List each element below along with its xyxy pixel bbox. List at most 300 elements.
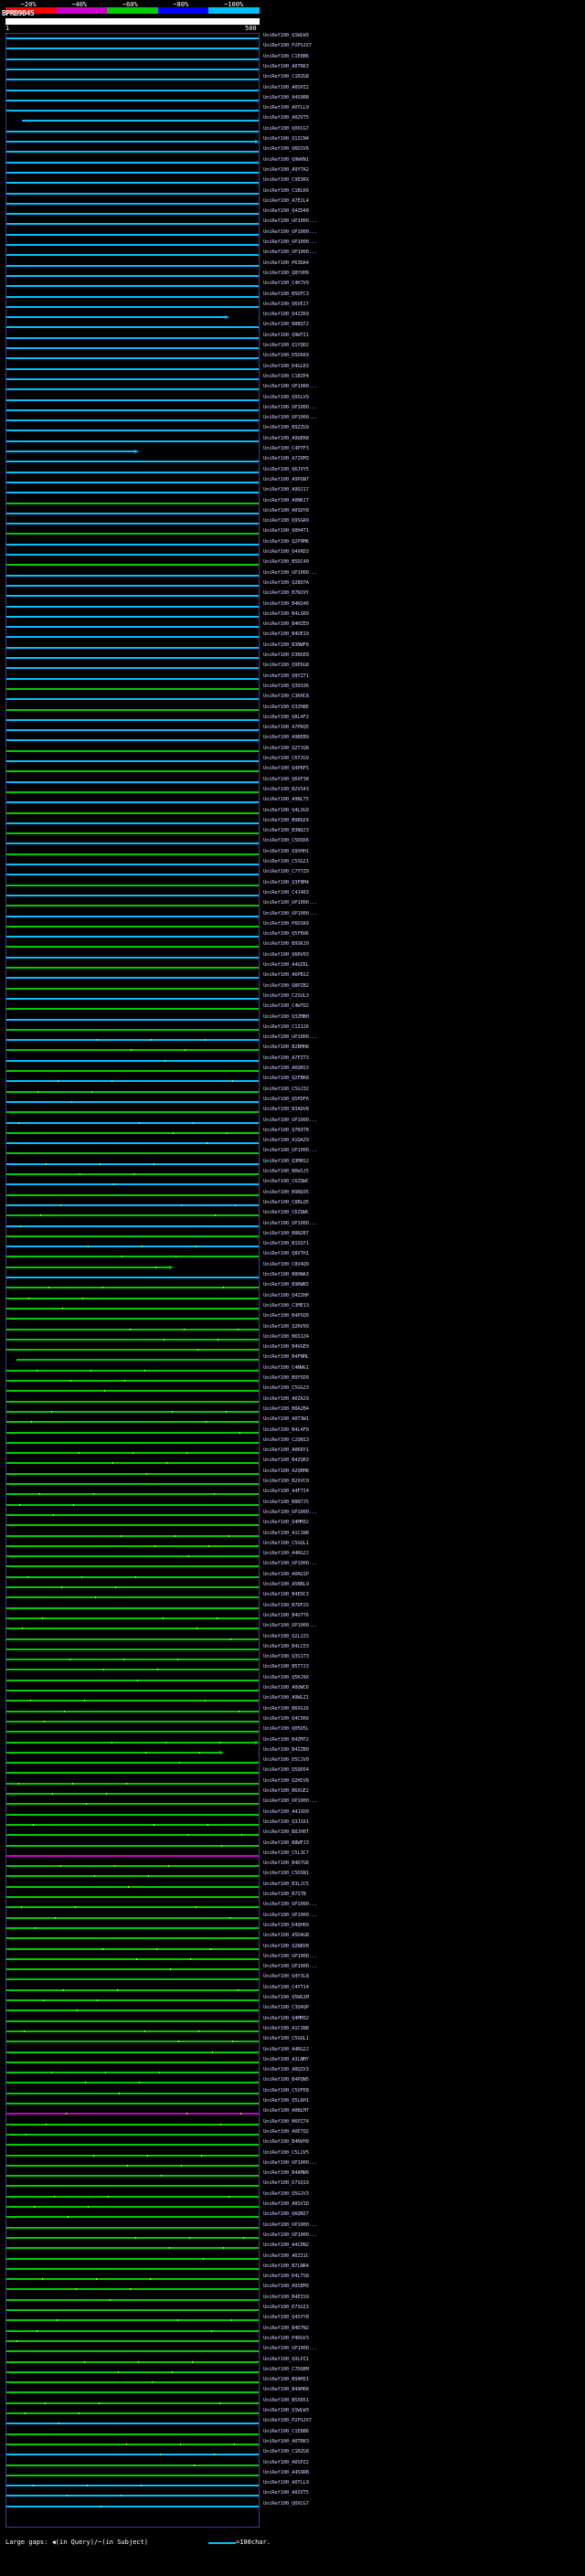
hit-row[interactable] — [6, 1461, 259, 1465]
accession-link[interactable]: UniRef100_A7E2L4 — [263, 197, 309, 204]
hit-row[interactable] — [6, 904, 259, 907]
accession-link[interactable]: UniRef100_UP1000... — [263, 1953, 318, 1959]
hit-row[interactable] — [6, 408, 259, 412]
accession-link[interactable]: UniRef100_Q9E6G8 — [263, 663, 309, 669]
accession-link[interactable]: UniRef100_Q9LPZ1 — [263, 2356, 309, 2362]
hit-row[interactable] — [6, 1431, 259, 1435]
hit-row[interactable] — [6, 202, 259, 206]
accession-link[interactable]: UniRef100_A0AQ1P — [263, 1571, 309, 1577]
accession-link[interactable]: UniRef100_B6XGE2 — [263, 1788, 309, 1794]
accession-link[interactable]: UniRef100_Q5WG1M — [263, 1995, 309, 2000]
hit-row[interactable] — [6, 2061, 259, 2064]
accession-link[interactable]: UniRef100_C4W7D2 — [263, 1003, 309, 1010]
hit-row[interactable] — [6, 1751, 259, 1754]
hit-row[interactable] — [6, 1328, 259, 1331]
hit-row[interactable] — [6, 2071, 259, 2074]
accession-link[interactable]: UniRef100_B3NQJ3 — [263, 828, 309, 834]
hit-row[interactable] — [6, 2277, 259, 2281]
hit-row[interactable] — [6, 666, 259, 670]
accession-link[interactable]: UniRef100_Q6RV03 — [263, 951, 309, 958]
accession-link[interactable]: UniRef100_A4S9RB — [263, 2469, 309, 2475]
hit-row[interactable] — [6, 336, 259, 340]
hit-row[interactable] — [6, 171, 259, 175]
accession-link[interactable]: UniRef100_C4J4R3 — [263, 889, 309, 896]
accession-link[interactable]: UniRef100_Q1WLW3 — [263, 33, 309, 38]
accession-link[interactable]: UniRef100_Q4MM32 — [263, 1520, 309, 1526]
accession-link[interactable]: UniRef100_UP1000... — [263, 1034, 318, 1041]
hit-row[interactable] — [6, 625, 259, 629]
accession-link[interactable]: UniRef100_B4EIS9 — [263, 2294, 309, 2300]
accession-link[interactable]: UniRef100_C1BZP4 — [263, 373, 309, 379]
accession-link[interactable]: UniRef100_P2PSJX7 — [263, 2418, 312, 2424]
accession-link[interactable]: UniRef100_C2QN13 — [263, 1436, 309, 1443]
hit-row[interactable] — [6, 2030, 259, 2033]
hit-row[interactable] — [6, 1400, 259, 1404]
accession-link[interactable]: UniRef100_D3ZH8E — [263, 704, 309, 710]
accession-link[interactable]: UniRef100_B4IZB0 — [263, 1746, 309, 1753]
hit-row[interactable] — [6, 2308, 259, 2312]
hit-row[interactable] — [6, 315, 259, 319]
accession-link[interactable]: UniRef100_A0E7Q2 — [263, 2128, 309, 2135]
accession-link[interactable]: UniRef100_A1QAZ9 — [263, 1138, 309, 1144]
accession-link[interactable]: UniRef100_Q9WTI1 — [263, 332, 309, 338]
hit-row[interactable] — [6, 1369, 259, 1373]
accession-link[interactable]: UniRef100_Q2BO7A — [263, 579, 309, 586]
accession-link[interactable]: UniRef100_B7LNR4 — [263, 2263, 309, 2269]
hit-row[interactable] — [6, 1131, 259, 1135]
hit-row[interactable] — [6, 1648, 259, 1651]
hit-row[interactable] — [6, 2474, 259, 2477]
accession-link[interactable]: UniRef100_UP1000... — [263, 1220, 318, 1226]
accession-link[interactable]: UniRef100_UP1000... — [263, 2221, 318, 2228]
hit-row[interactable] — [6, 677, 259, 681]
accession-link[interactable]: UniRef100_Q8PZB2 — [263, 982, 309, 989]
hit-row[interactable] — [6, 1638, 259, 1641]
accession-link[interactable]: UniRef100_C6ZQWC — [263, 1210, 309, 1216]
hit-row[interactable] — [6, 915, 259, 918]
hit-row[interactable] — [6, 718, 259, 722]
accession-link[interactable]: UniRef100_UP1000... — [263, 1798, 318, 1805]
hit-row[interactable] — [6, 1823, 259, 1827]
accession-link[interactable]: UniRef100_P63DA4 — [263, 260, 309, 266]
hit-row[interactable] — [6, 945, 259, 949]
accession-link[interactable]: UniRef100_Q4C5K6 — [263, 1715, 309, 1722]
hit-row[interactable] — [6, 398, 259, 402]
accession-link[interactable]: UniRef100_UP1000... — [263, 228, 318, 235]
hit-row[interactable] — [6, 2226, 259, 2230]
accession-link[interactable]: UniRef100_A0ZVT5 — [263, 2490, 309, 2496]
hit-row[interactable] — [6, 150, 259, 154]
hit-row[interactable] — [6, 522, 259, 525]
accession-link[interactable]: UniRef100_C5SG21 — [263, 859, 309, 864]
accession-link[interactable]: UniRef100_C5GQL1 — [263, 1540, 309, 1546]
hit-row[interactable] — [6, 264, 259, 268]
hit-row[interactable] — [6, 1585, 259, 1589]
hit-row[interactable] — [6, 1710, 259, 1713]
accession-link[interactable]: UniRef100_Q2FBK8 — [263, 1076, 309, 1082]
accession-link[interactable]: UniRef100_B4EDC3 — [263, 1592, 309, 1598]
hit-row[interactable] — [6, 1266, 259, 1269]
hit-row[interactable] — [6, 1792, 259, 1796]
accession-link[interactable]: UniRef100_A0SPZ2 — [263, 84, 309, 90]
hit-row[interactable] — [6, 1451, 259, 1455]
accession-link[interactable]: UniRef100_A9NLT5 — [263, 797, 309, 803]
accession-link[interactable]: UniRef100_UP1000... — [263, 2346, 318, 2352]
hit-row[interactable] — [6, 346, 259, 350]
hit-row[interactable] — [6, 429, 259, 432]
hit-row[interactable] — [6, 2349, 259, 2353]
accession-link[interactable]: UniRef100_Q8L4F2 — [263, 714, 309, 720]
hit-row[interactable] — [6, 1121, 259, 1125]
hit-row[interactable] — [6, 2019, 259, 2023]
hit-row[interactable] — [6, 1513, 259, 1517]
accession-link[interactable]: UniRef100_B9ZZG9 — [263, 425, 309, 431]
accession-link[interactable]: UniRef100_C6ZQWC — [263, 1179, 309, 1185]
accession-link[interactable]: UniRef100_C1E8B6 — [263, 53, 309, 59]
accession-link[interactable]: UniRef100_P6D3A9 — [263, 920, 309, 927]
accession-link[interactable]: UniRef100_Q3ZMBH — [263, 1013, 309, 1020]
accession-link[interactable]: UniRef100_C5GG23 — [263, 1385, 309, 1392]
accession-link[interactable]: UniRef100_Q6JVY5 — [263, 466, 309, 472]
hit-row[interactable] — [6, 553, 259, 557]
accession-link[interactable]: UniRef100_B2BMH8 — [263, 1044, 309, 1051]
accession-link[interactable]: UniRef100_UP1000... — [263, 404, 318, 410]
accession-link[interactable]: UniRef100_A0SPZ2 — [263, 2459, 309, 2465]
hit-row[interactable] — [6, 574, 259, 578]
accession-link[interactable]: UniRef100_B4UE19 — [263, 631, 309, 638]
hit-row[interactable] — [6, 181, 259, 185]
accession-link[interactable]: UniRef100_Q2P9M6 — [263, 538, 309, 545]
accession-link[interactable]: UniRef100_B9Y5D9 — [263, 1375, 309, 1381]
accession-link[interactable]: UniRef100_B4D7G6 — [263, 1860, 309, 1867]
hit-row[interactable] — [6, 1410, 259, 1414]
accession-link[interactable]: UniRef100_UP1000... — [263, 1623, 318, 1629]
hit-row[interactable] — [6, 1214, 259, 1217]
accession-link[interactable]: UniRef100_C9E3RX — [263, 177, 309, 184]
hit-row[interactable] — [6, 1523, 259, 1527]
accession-link[interactable]: UniRef100_C3KHC8 — [263, 694, 309, 700]
accession-link[interactable]: UniRef100_B2VS43 — [263, 786, 309, 792]
accession-link[interactable]: UniRef100_B4NVH9 — [263, 2139, 309, 2146]
hit-row[interactable] — [6, 759, 259, 763]
accession-link[interactable]: UniRef100_A6QRS3 — [263, 1065, 309, 1071]
hit-rows-panel[interactable] — [5, 33, 260, 2528]
accession-link[interactable]: UniRef100_UP1000... — [263, 1148, 318, 1154]
hit-row[interactable] — [6, 873, 259, 876]
hit-row[interactable] — [6, 1276, 259, 1279]
hit-row[interactable] — [6, 2164, 259, 2168]
hit-row[interactable] — [6, 1100, 259, 1104]
hit-row[interactable] — [6, 2257, 259, 2261]
accession-link[interactable]: UniRef100_Q3S1T3 — [263, 1654, 309, 1660]
accession-link[interactable]: UniRef100_C1BLK6 — [263, 187, 309, 194]
hit-row[interactable] — [6, 1741, 259, 1744]
accession-link[interactable]: UniRef100_A1C1N8 — [263, 1530, 309, 1536]
hit-row[interactable] — [6, 997, 259, 1001]
accession-link[interactable]: UniRef100_Q4MM32 — [263, 2015, 309, 2021]
accession-link[interactable]: UniRef100_B7STB — [263, 1892, 306, 1897]
hit-row[interactable] — [6, 471, 259, 474]
accession-link[interactable]: UniRef100_A7FZT3 — [263, 1055, 309, 1061]
hit-row[interactable] — [6, 222, 259, 226]
accession-link[interactable]: UniRef100_A8SV1D — [263, 2201, 309, 2207]
hit-row[interactable] — [6, 2360, 259, 2364]
accession-link[interactable]: UniRef100_Q5PDF6 — [263, 1096, 309, 1102]
hit-row[interactable] — [6, 1090, 259, 1094]
accession-link[interactable]: UniRef100_B7NJ9Y — [263, 590, 309, 597]
accession-link[interactable]: UniRef100_B4L4F8 — [263, 1426, 309, 1433]
accession-link[interactable]: UniRef100_A0UWC6 — [263, 1685, 309, 1691]
hit-row[interactable] — [6, 502, 259, 505]
hit-row[interactable] — [6, 295, 259, 299]
hit-row[interactable] — [6, 1255, 259, 1258]
accession-link[interactable]: UniRef100_UP1000... — [263, 1912, 318, 1918]
hit-row[interactable] — [6, 377, 259, 381]
hit-row[interactable] — [6, 1110, 259, 1114]
accession-link[interactable]: UniRef100_A0TLL9 — [263, 2480, 309, 2486]
accession-link[interactable]: UniRef100_A4S9RB — [263, 94, 309, 101]
hit-row[interactable] — [6, 853, 259, 856]
hit-row[interactable] — [6, 2236, 259, 2240]
accession-link[interactable]: UniRef100_B8HNA3 — [263, 1272, 309, 1277]
hit-row[interactable] — [6, 1554, 259, 1558]
hit-row[interactable] — [6, 1874, 259, 1878]
accession-link[interactable]: UniRef100_A7ZXM3 — [263, 456, 309, 462]
hit-row[interactable] — [6, 563, 259, 567]
accession-link[interactable]: UniRef100_Q2HCV8 — [263, 1777, 309, 1784]
accession-link[interactable]: UniRef100_Q6XF38 — [263, 776, 309, 782]
hit-row[interactable] — [6, 1079, 259, 1083]
accession-link[interactable]: UniRef100_UP1000... — [263, 239, 318, 245]
accession-link[interactable]: UniRef100_Q2N8V8 — [263, 1943, 309, 1949]
hit-row[interactable] — [6, 2133, 259, 2136]
accession-link[interactable]: UniRef100_B4AMW9 — [263, 2170, 309, 2177]
hit-row[interactable] — [6, 2484, 259, 2487]
hit-row[interactable] — [6, 1575, 259, 1579]
hit-row[interactable] — [6, 2009, 259, 2012]
accession-link[interactable]: UniRef100_B7DF2S — [263, 1602, 309, 1608]
accession-link[interactable]: UniRef100_B8N7J5 — [263, 1499, 309, 1505]
accession-link[interactable]: UniRef100_B4LSR9 — [263, 610, 309, 617]
hit-row[interactable] — [6, 2092, 259, 2095]
hit-row[interactable] — [6, 1926, 259, 1930]
hit-row[interactable] — [6, 2184, 259, 2188]
accession-link[interactable]: UniRef100_Q1ICN4 — [263, 136, 309, 142]
accession-link[interactable]: UniRef100_Q2L22S — [263, 1633, 309, 1639]
accession-link[interactable]: UniRef100_Q1WLW3 — [263, 2408, 309, 2413]
hit-row[interactable] — [6, 1482, 259, 1486]
accession-link[interactable]: UniRef100_B5DC40 — [263, 559, 309, 566]
hit-row[interactable] — [6, 356, 259, 360]
accession-link[interactable]: UniRef100_C7DQ8M — [263, 2366, 309, 2372]
accession-link[interactable]: UniRef100_P2PSJX7 — [263, 43, 312, 49]
accession-link[interactable]: UniRef100_Q9SLV9 — [263, 394, 309, 400]
accession-link[interactable]: UniRef100_UP1000... — [263, 569, 318, 576]
accession-link[interactable]: UniRef100_UP1000... — [263, 1117, 318, 1123]
accession-link[interactable]: UniRef100_B8JH0T — [263, 1829, 309, 1836]
hit-row[interactable] — [6, 1658, 259, 1661]
accession-link[interactable]: UniRef100_B6S1Z4 — [263, 1333, 309, 1340]
accession-link[interactable]: UniRef100_A0KRY1 — [263, 1447, 309, 1454]
hit-row[interactable] — [6, 822, 259, 825]
accession-link[interactable]: UniRef100_B4ZQR3 — [263, 1458, 309, 1464]
hit-row[interactable] — [6, 800, 259, 804]
hit-row[interactable] — [6, 2195, 259, 2199]
hit-row[interactable] — [6, 1534, 259, 1538]
accession-link[interactable]: UniRef100_B4PQN5 — [263, 2077, 309, 2083]
hit-row[interactable] — [6, 1771, 259, 1775]
accession-link[interactable]: UniRef100_B4HZE9 — [263, 621, 309, 628]
hit-row[interactable] — [6, 1245, 259, 1248]
hit-row[interactable] — [6, 863, 259, 866]
hit-row[interactable] — [6, 1007, 259, 1011]
hit-row[interactable] — [6, 884, 259, 887]
hit-row[interactable] — [6, 780, 259, 784]
hit-row[interactable] — [6, 2412, 259, 2415]
hit-row[interactable] — [6, 2123, 259, 2126]
hit-row[interactable] — [6, 2329, 259, 2333]
hit-row[interactable] — [6, 1905, 259, 1909]
hit-row[interactable] — [6, 1864, 259, 1868]
hit-row[interactable] — [6, 656, 259, 660]
accession-link[interactable]: UniRef100_B9RWK5 — [263, 1282, 309, 1288]
hit-row[interactable] — [6, 1307, 259, 1310]
accession-link[interactable]: UniRef100_Q3F8M4 — [263, 879, 309, 885]
accession-link[interactable]: UniRef100_A3LNM7 — [263, 2056, 309, 2062]
hit-row[interactable] — [6, 1936, 259, 1940]
hit-row[interactable] — [6, 2464, 259, 2467]
accession-link[interactable]: UniRef100_B8A2B4 — [263, 1405, 309, 1412]
hit-row[interactable] — [6, 1286, 259, 1289]
accession-link[interactable]: UniRef100_A4JXD9 — [263, 1808, 309, 1815]
hit-row[interactable] — [6, 2287, 259, 2291]
hit-row[interactable] — [6, 687, 259, 691]
accession-link[interactable]: UniRef100_Q9WVN1 — [263, 156, 309, 163]
hit-row[interactable] — [6, 1957, 259, 1961]
accession-link[interactable]: UniRef100_UP1000... — [263, 218, 318, 225]
hit-row[interactable] — [6, 2205, 259, 2209]
hit-row[interactable] — [6, 1338, 259, 1341]
hit-row[interactable] — [6, 1854, 259, 1858]
accession-link[interactable]: UniRef100_D5CJV0 — [263, 1757, 309, 1764]
hit-row[interactable] — [6, 305, 259, 309]
accession-link[interactable]: UniRef100_B1XQ71 — [263, 1241, 309, 1247]
accession-link[interactable]: UniRef100_UP1000... — [263, 384, 318, 390]
hit-row[interactable] — [6, 2453, 259, 2456]
accession-link[interactable]: UniRef100_C8V4Q9 — [263, 1261, 309, 1267]
hit-row[interactable] — [6, 1503, 259, 1507]
accession-link[interactable]: UniRef100_D4QH09 — [263, 1922, 309, 1928]
accession-link[interactable]: UniRef100_B9SKJ0 — [263, 941, 309, 948]
hit-row[interactable] — [6, 1028, 259, 1032]
accession-link[interactable]: UniRef100_C7YTZ9 — [263, 869, 309, 875]
hit-row[interactable] — [6, 1048, 259, 1052]
hit-row[interactable] — [6, 708, 259, 712]
hit-row[interactable] — [6, 68, 259, 71]
accession-link[interactable]: UniRef100_Q0XCG7 — [263, 2500, 309, 2507]
accession-link[interactable]: UniRef100_B6PZ74 — [263, 2118, 309, 2125]
hit-row[interactable] — [6, 1967, 259, 1971]
hit-row[interactable] — [6, 2422, 259, 2425]
accession-link[interactable]: UniRef100_C1I126 — [263, 1023, 309, 1030]
hit-row[interactable] — [6, 140, 259, 143]
accession-link[interactable]: UniRef100_UP1000... — [263, 910, 318, 917]
accession-link[interactable]: UniRef100_Q5FB96 — [263, 931, 309, 938]
accession-link[interactable]: UniRef100_D7SQ19 — [263, 2180, 309, 2187]
hit-row[interactable] — [6, 1162, 259, 1166]
accession-link[interactable]: UniRef100_C3ME13 — [263, 1302, 309, 1309]
accession-link[interactable]: UniRef100_Q3JS91 — [263, 1818, 309, 1825]
hit-row[interactable] — [6, 2298, 259, 2302]
hit-row[interactable] — [6, 594, 259, 598]
hit-row[interactable] — [6, 212, 259, 216]
accession-link[interactable]: UniRef100_B4LC53 — [263, 1643, 309, 1649]
accession-link[interactable]: UniRef100_Q8VTH1 — [263, 1251, 309, 1257]
accession-link[interactable]: UniRef100_B4PSQ9 — [263, 1313, 309, 1320]
hit-row[interactable] — [6, 2401, 259, 2405]
hit-row[interactable] — [6, 1844, 259, 1848]
hit-row[interactable] — [6, 1679, 259, 1682]
hit-row[interactable] — [6, 130, 259, 133]
accession-link[interactable]: UniRef100_Q5GJV3 — [263, 2190, 309, 2197]
accession-link[interactable]: UniRef100_A8QZX3 — [263, 2067, 309, 2073]
hit-row[interactable] — [6, 1141, 259, 1145]
accession-link[interactable]: UniRef100_A4QZ6L — [263, 962, 309, 968]
accession-link[interactable]: UniRef100_P4DGV3 — [263, 2335, 309, 2341]
hit-row[interactable] — [6, 1235, 259, 1238]
accession-link[interactable]: UniRef100_A7PKQ5 — [263, 725, 309, 731]
accession-link[interactable]: UniRef100_D4LTS8 — [263, 2274, 309, 2280]
accession-link[interactable]: UniRef100_B4FNML — [263, 1354, 309, 1361]
hit-row[interactable] — [6, 2370, 259, 2374]
hit-row[interactable] — [6, 1069, 259, 1073]
hit-row[interactable] — [6, 1544, 259, 1548]
accession-link[interactable]: UniRef100_B9AM31 — [263, 2377, 309, 2383]
accession-link[interactable]: UniRef100_C3Q4QP — [263, 2005, 309, 2011]
accession-link[interactable]: UniRef100_D4GLR3 — [263, 363, 309, 369]
accession-link[interactable]: UniRef100_B5T7J3 — [263, 1664, 309, 1670]
hit-row[interactable] — [6, 284, 259, 288]
hit-row[interactable] — [6, 387, 259, 391]
hit-row[interactable] — [6, 1038, 259, 1042]
hit-row[interactable] — [6, 2215, 259, 2219]
accession-link[interactable]: UniRef100_A0SDY8 — [263, 507, 309, 514]
accession-link[interactable]: UniRef100_B3LJC5 — [263, 1881, 309, 1887]
hit-row[interactable] — [6, 2318, 259, 2322]
accession-link[interactable]: UniRef100_A9BEB9 — [263, 735, 309, 741]
accession-link[interactable]: UniRef100_B4ZM72 — [263, 1736, 309, 1743]
accession-link[interactable]: UniRef100_B5XR51 — [263, 2397, 309, 2403]
hit-row[interactable] — [6, 1492, 259, 1496]
hit-row[interactable] — [6, 481, 259, 484]
accession-link[interactable]: UniRef100_UP1000... — [263, 1509, 318, 1515]
accession-link[interactable]: UniRef100_C4K7V9 — [263, 281, 309, 287]
accession-link[interactable]: UniRef100_Q4ZZK9 — [263, 312, 309, 318]
accession-link[interactable]: UniRef100_Q4Y3L8 — [263, 1974, 309, 1980]
accession-link[interactable]: UniRef100_Q39336 — [263, 683, 309, 689]
hit-row[interactable] — [6, 460, 259, 463]
hit-row[interactable] — [6, 1813, 259, 1817]
accession-link[interactable]: UniRef100_D3NSE8 — [263, 652, 309, 658]
accession-link[interactable]: UniRef100_C5DSN1 — [263, 1871, 309, 1877]
hit-row[interactable] — [6, 2112, 259, 2115]
hit-row[interactable] — [6, 243, 259, 247]
hit-row[interactable] — [6, 109, 259, 112]
hit-row[interactable] — [6, 1224, 259, 1228]
accession-link[interactable]: UniRef100_A9WLZ1 — [263, 1695, 309, 1701]
accession-link[interactable]: UniRef100_Q4L3G9 — [263, 807, 309, 813]
hit-row[interactable] — [6, 1297, 259, 1300]
